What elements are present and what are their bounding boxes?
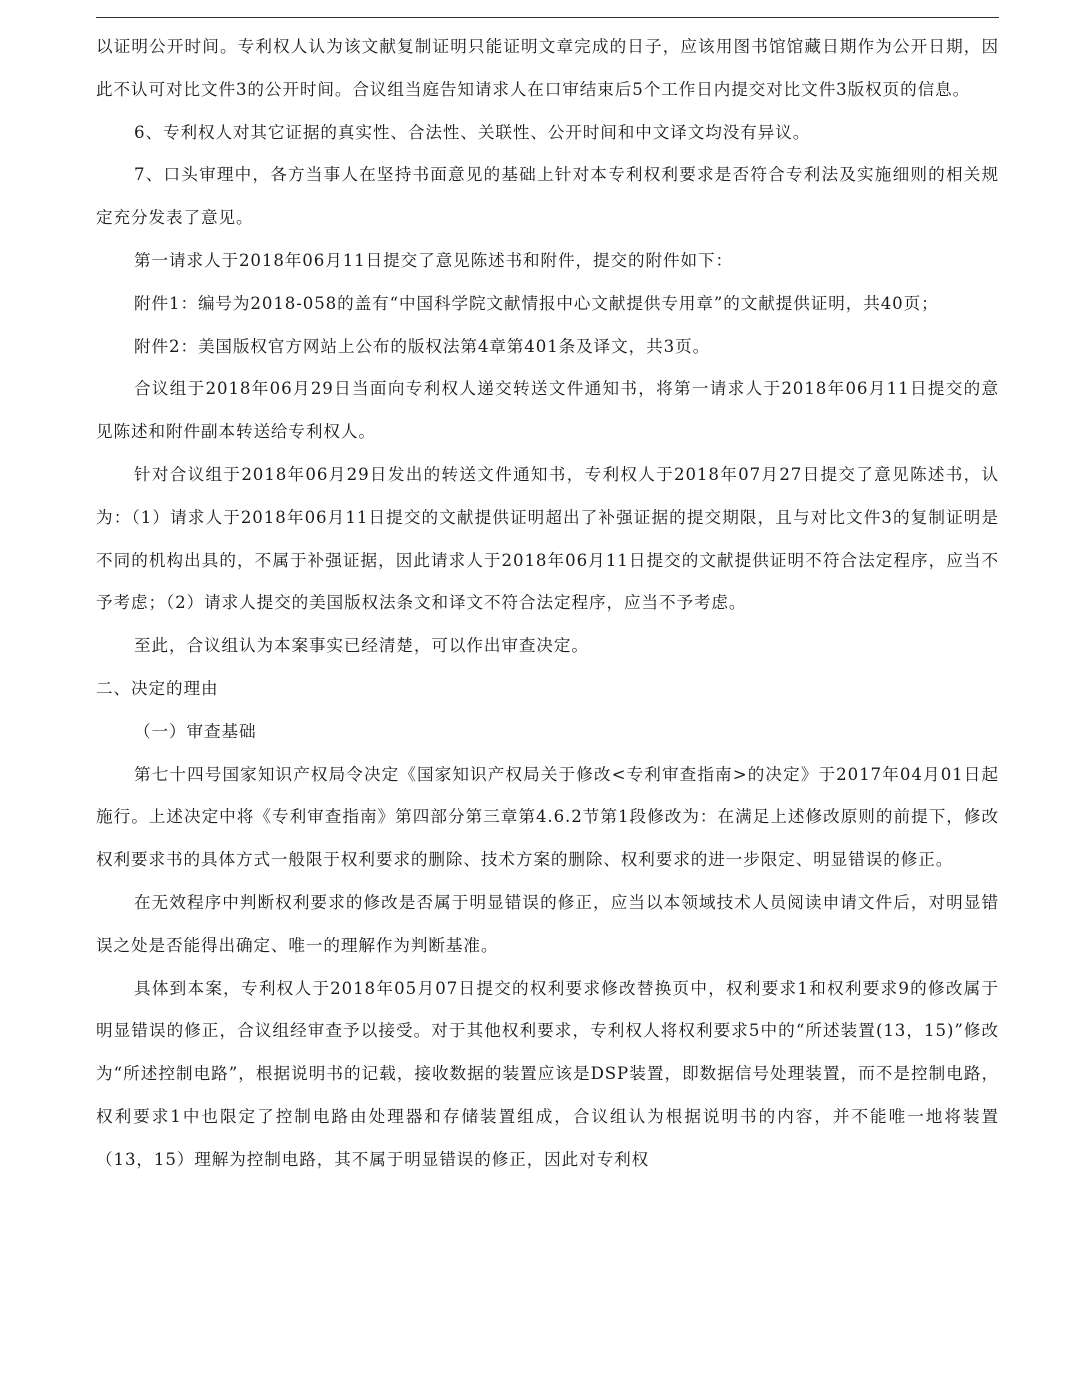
header-rule	[96, 17, 999, 18]
paragraph-patentee-response: 针对合议组于2018年06月29日发出的转送文件通知书，专利权人于2018年07月27日提交了意见陈述书，认为：（1）请求人于2018年06月11日提交的文献提供证明超出了补强证据的提交期限，且与对比文件3的复制证明是不同的机构出具的，不属于补强证据，因此请求人于2018年06月11日提交的文献提供证明不符合法定程序，应当不予考虑；（2）请求人提交的美国版权法条文和译文不符合法定程序，应当不予考虑。	[96, 464, 999, 613]
document-body	[96, 26, 999, 1182]
paragraph-obvious-error-criterion: 在无效程序中判断权利要求的修改是否属于明显错误的修正，应当以本领域技术人员阅读申请文件后，对明显错误之处是否能得出确定、唯一的理解作为判断基准。	[96, 892, 999, 955]
paragraph-facts-clear: 至此，合议组认为本案事实已经清楚，可以作出审查决定。	[134, 636, 589, 656]
paragraph-evidence-date: 以证明公开时间。专利权人认为该文献复制证明只能证明文章完成的日子，应该用图书馆馆藏日期作为公开日期，因此不认可对比文件3的公开时间。合议组当庭告知请求人在口审结束后5个工作日内提交对比文件3版权页的信息。	[96, 37, 999, 99]
paragraph-first-requester-submission: 第一请求人于2018年06月11日提交了意见陈述书和附件，提交的附件如下：	[134, 250, 733, 270]
paragraph-attachment-2: 附件2：美国版权官方网站上公布的版权法第4章第401条及译文，共3页。	[134, 336, 711, 356]
paragraph-case-analysis: 具体到本案，专利权人于2018年05月07日提交的权利要求修改替换页中，权利要求1和权利要求9的修改属于明显错误的修正，合议组经审查予以接受。对于其他权利要求，专利权人将权利要求5中的“所述装置(13，15)”修改为“所述控制电路”，根据说明书的记载，接收数据的装置应该是DSP装置，即数据信号处理装置，而不是控制电路，权利要求1中也限定了控制电路由处理器和存储装置组成，合议组认为根据说明书的内容，并不能唯一地将装置（13，15）理解为控制电路，其不属于明显错误的修正，因此对专利权	[96, 978, 999, 1169]
paragraph-guideline-amendment: 第七十四号国家知识产权局令决定《国家知识产权局关于修改<专利审查指南>的决定》于2017年04月01日起施行。上述决定中将《专利审查指南》第四部分第三章第4.6.2节第1段修改为：在满足上述修改原则的前提下，修改权利要求书的具体方式一般限于权利要求的删除、技术方案的删除、权利要求的进一步限定、明显错误的修正。	[96, 764, 999, 870]
subsection-heading-basis: （一）审查基础	[134, 721, 257, 741]
paragraph-transfer-notice: 合议组于2018年06月29日当面向专利权人递交转送文件通知书，将第一请求人于2018年06月11日提交的意见陈述和附件副本转送给专利权人。	[96, 379, 999, 442]
paragraph-item-7: 7、口头审理中，各方当事人在坚持书面意见的基础上针对本专利权利要求是否符合专利法及实施细则的相关规定充分发表了意见。	[96, 165, 999, 228]
section-heading-reasons: 二、决定的理由	[96, 678, 219, 698]
paragraph-attachment-1: 附件1：编号为2018-058的盖有“中国科学院文献情报中心文献提供专用章”的文献提供证明，共40页；	[134, 293, 939, 313]
paragraph-item-6: 6、专利权人对其它证据的真实性、合法性、关联性、公开时间和中文译文均没有异议。	[134, 122, 811, 142]
